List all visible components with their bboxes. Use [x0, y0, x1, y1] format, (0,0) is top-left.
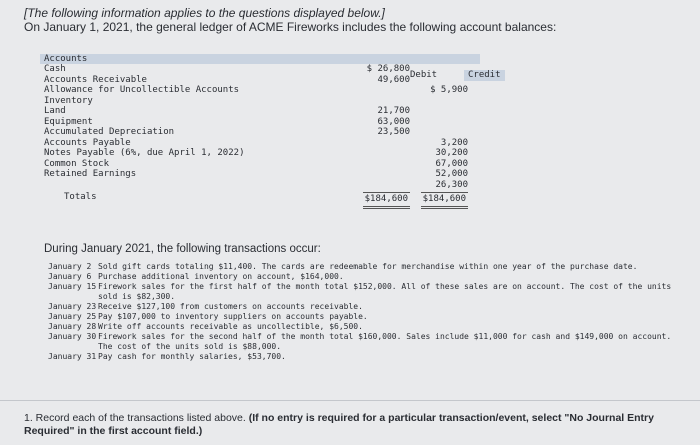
transaction-description: Receive $127,100 from customers on accounts receivable. — [98, 302, 363, 311]
table-row — [40, 96, 480, 107]
transaction-description: Purchase additional inventory on account, $164,000. — [98, 272, 344, 281]
question-instruction: (If no entry is required for a particular transaction/event, select "No Journal Entry Required" in the first account field.) — [24, 412, 654, 437]
question-text: 1. Record each of the transactions listed above. — [24, 412, 246, 424]
account-name: Accumulated Depreciation — [44, 127, 175, 137]
debit-value: 49,600 — [377, 74, 410, 85]
account-name: Cash — [44, 64, 66, 74]
credit-value: 3,200 — [440, 137, 468, 148]
transaction-item — [48, 282, 688, 302]
table-row — [40, 169, 480, 180]
transaction-item — [48, 322, 688, 332]
totals-row — [40, 192, 480, 203]
debit-value: 23,500 — [377, 127, 410, 137]
table-row — [40, 75, 480, 86]
transaction-date: January 6 — [48, 272, 92, 281]
table-row — [40, 117, 480, 128]
totals-debit: $184,600 — [363, 192, 410, 209]
debit-value: 63,000 — [377, 116, 410, 127]
transaction-date: January 15 — [48, 282, 97, 291]
transaction-description: Sold gift cards totaling $11,400. The cards are redeemable for merchandise within one year of the purchase date. — [98, 262, 638, 271]
table-row — [40, 180, 480, 191]
table-row — [40, 127, 480, 138]
accounts-column-header: Accounts — [44, 54, 88, 64]
transaction-date: January 31 — [48, 352, 97, 361]
intro-note: [The following information applies to the questions displayed below.] — [24, 6, 385, 20]
transaction-item — [48, 352, 688, 362]
debit-value: $ 26,800 — [366, 64, 410, 74]
credit-value: 52,000 — [435, 169, 468, 179]
transactions-heading: During January 2021, the following transactions occur: — [44, 243, 321, 255]
table-row — [40, 148, 480, 159]
account-balances-table — [40, 54, 501, 204]
account-name: Land — [44, 106, 66, 116]
table-row — [40, 159, 480, 170]
debit-value: 21,700 — [377, 106, 410, 116]
account-name: Notes Payable (6%, due April 1, 2022) — [44, 148, 245, 158]
account-name: Allowance for Uncollectible Accounts — [44, 85, 240, 95]
transaction-date: January 25 — [48, 312, 97, 321]
intro-statement: On January 1, 2021, the general ledger of ACME Fireworks includes the following account balances: — [24, 20, 557, 34]
transaction-date: January 28 — [48, 322, 97, 331]
account-name: Inventory — [44, 95, 93, 106]
transactions-list — [48, 262, 688, 362]
transaction-description: Firework sales for the second half of the month total $160,000. Sales include $11,000 for cash and $149,000 on account. The cost of the units sold is $88,000. — [98, 332, 672, 351]
table-row — [40, 64, 480, 75]
transaction-item — [48, 312, 688, 322]
account-name: Common Stock — [44, 158, 110, 169]
account-name: Accounts Receivable — [44, 74, 147, 85]
table-row — [40, 138, 480, 149]
credit-value: $ 5,900 — [430, 85, 468, 95]
intro-text — [24, 6, 556, 34]
table-row — [40, 85, 480, 96]
transaction-date: January 23 — [48, 302, 97, 311]
account-name: Accounts Payable — [44, 137, 131, 148]
credit-value: 26,300 — [435, 179, 468, 190]
account-name: Retained Earnings — [44, 169, 137, 179]
transaction-description: Pay $107,000 to inventory suppliers on accounts payable. — [98, 312, 368, 321]
question-prompt — [24, 412, 674, 438]
credit-value: 30,200 — [435, 148, 468, 158]
transaction-description: Pay cash for monthly salaries, $53,700. — [98, 352, 286, 361]
totals-credit: $184,600 — [421, 192, 468, 209]
transaction-item — [48, 262, 688, 272]
account-name: Equipment — [44, 116, 93, 127]
divider — [0, 400, 700, 401]
transaction-item — [48, 332, 688, 352]
table-header — [40, 54, 480, 64]
debit-column-header: Debit — [410, 70, 438, 80]
transaction-date: January 2 — [48, 262, 92, 271]
table-row — [40, 106, 480, 117]
transaction-description: Write off accounts receivable as uncollectible, $6,500. — [98, 322, 363, 331]
transaction-item — [48, 272, 688, 282]
totals-label: Totals — [64, 192, 97, 202]
credit-value: 67,000 — [435, 158, 468, 169]
transaction-item — [48, 302, 688, 312]
credit-column-header: Credit — [464, 70, 505, 81]
transaction-description: Firework sales for the first half of the month total $152,000. All of these sales are on account. The cost of the units sold is $82,300. — [98, 282, 672, 301]
transaction-date: January 30 — [48, 332, 97, 341]
